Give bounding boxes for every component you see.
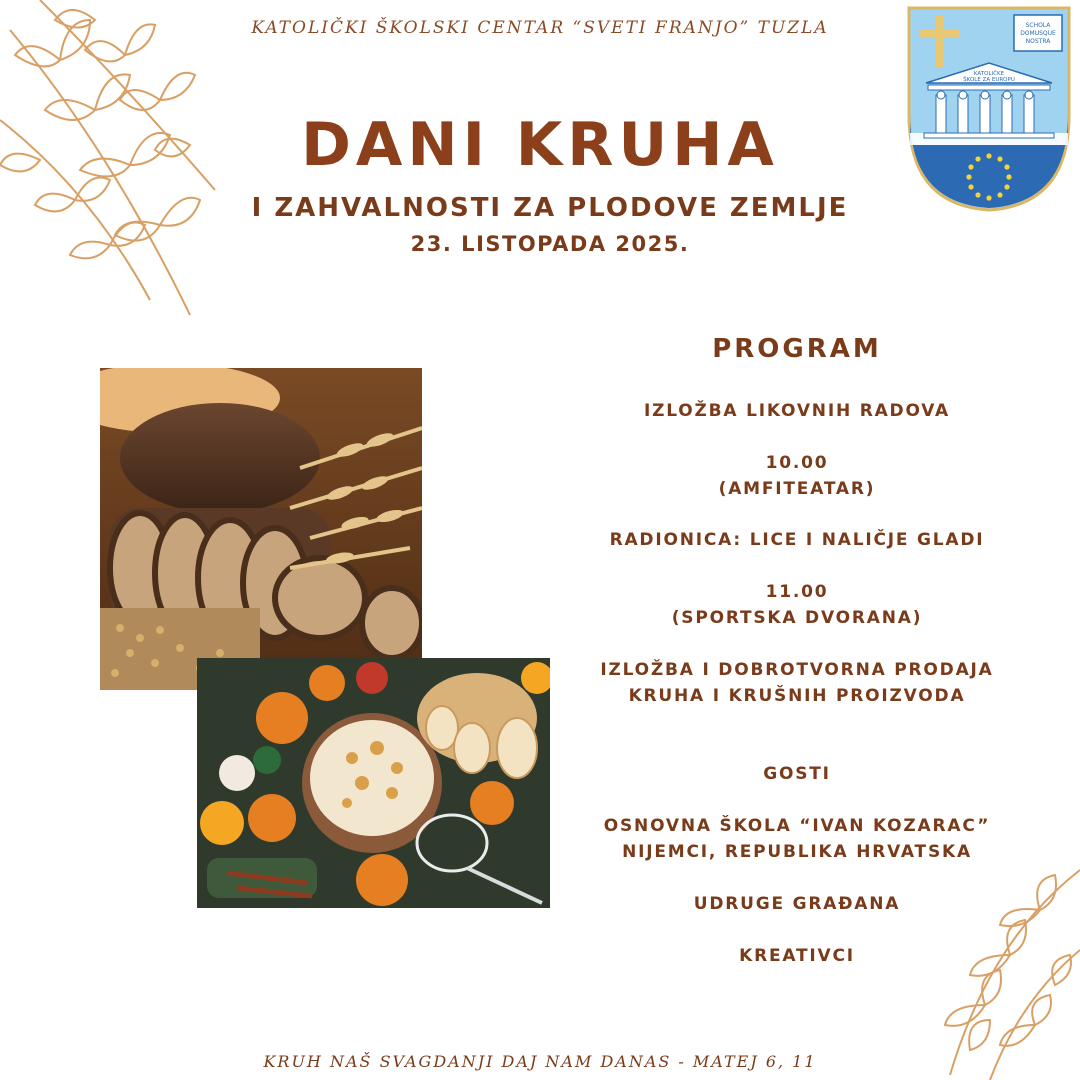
program-location-1: (AMFITEATAR) (718, 479, 876, 499)
program-item-workshop: RADIONICA: LICE I NALIČJE GLADI (609, 530, 985, 550)
guest-school: OSNOVNA ŠKOLA “IVAN KOZARAC” (603, 816, 991, 836)
page-title: DANI KRUHA (301, 110, 779, 180)
crest-book-line-3: NOSTRA (1025, 38, 1051, 45)
guests-title: GOSTI (763, 764, 831, 784)
program-location-2: (SPORTSKA DVORANA) (671, 608, 923, 628)
program-item-sale-1: IZLOŽBA I DOBROTVORNA PRODAJA (600, 660, 994, 680)
crest-book-line-1: SCHOLA (1025, 22, 1051, 29)
crest-banner-line-1: KATOLIČKE (973, 71, 1005, 77)
bread-photo (100, 368, 422, 690)
program-item-sale-2: KRUHA I KRUŠNIH PROIZVODA (628, 686, 966, 706)
footer-quote: KRUH NAŠ SVAGDANJI DAJ NAM DANAS - MATEJ 6, 11 (263, 1052, 817, 1071)
program-item-exhibition: IZLOŽBA LIKOVNIH RADOVA (643, 401, 951, 421)
event-date: 23. LISTOPADA 2025. (410, 232, 690, 256)
program-time-2: 11.00 (765, 582, 829, 602)
guest-school-location: NIJEMCI, REPUBLIKA HRVATSKA (622, 842, 972, 862)
school-crest-icon (906, 5, 1072, 213)
crest-banner-line-2: ŠKOLE ZA EUROPU (963, 77, 1015, 83)
guest-associations: UDRUGE GRAĐANA (693, 894, 901, 914)
program-title: PROGRAM (712, 334, 882, 364)
page-subtitle: I ZAHVALNOSTI ZA PLODOVE ZEMLJE (251, 193, 849, 223)
autumn-table-photo (197, 658, 550, 908)
crest-book-line-2: DOMUSQUE (1020, 30, 1056, 37)
guest-creatives: KREATIVCI (739, 946, 855, 966)
school-name: KATOLIČKI ŠKOLSKI CENTAR “SVETI FRANJO” TUZLA (251, 18, 829, 38)
program-time-1: 10.00 (765, 453, 829, 473)
